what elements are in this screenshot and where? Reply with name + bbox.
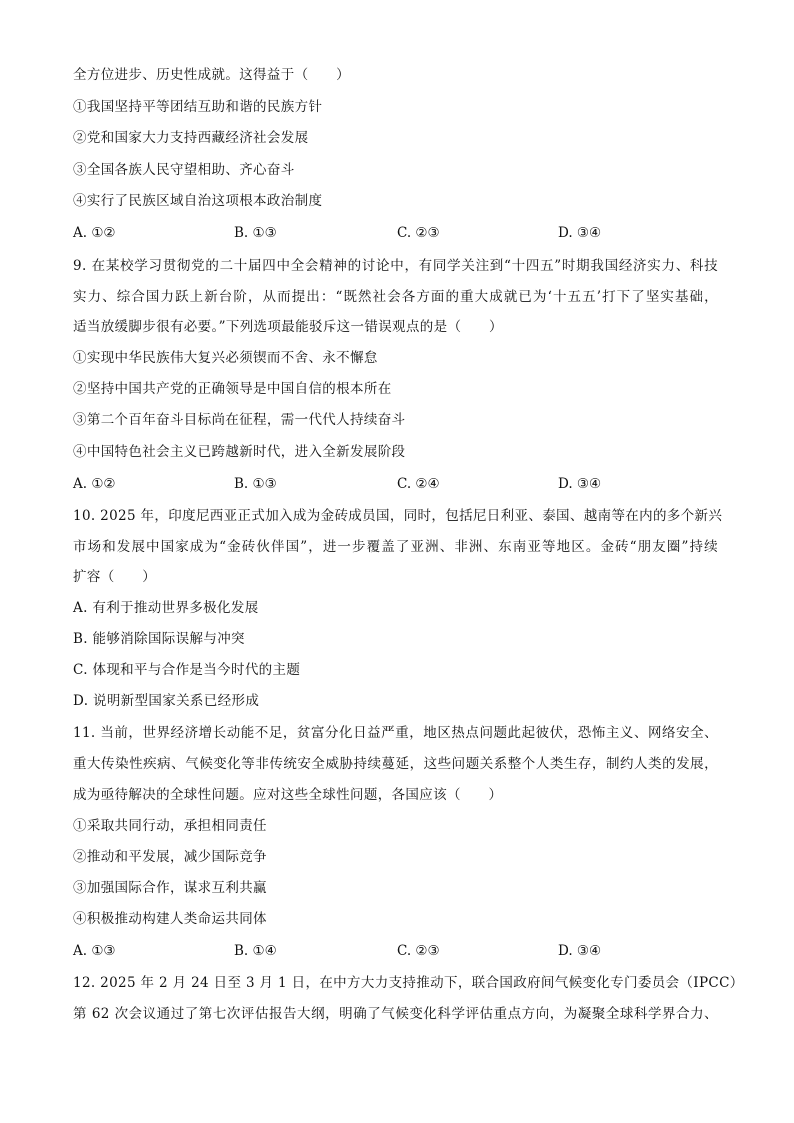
q9-item-4: ④中国特色社会主义已跨越新时代，进入全新发展阶段: [73, 444, 406, 460]
q10-option-a: A. 有利于推动世界多极化发展: [73, 600, 259, 616]
q9-stem-line-2: 实力、综合国力跃上新台阶，从而提出：“既然社会各方面的重大成就已为‘十五五’打下了坚实基础，: [73, 289, 718, 305]
q8-stem-line: 全方位进步、历史性成就。这得益于（ ）: [73, 67, 350, 83]
q9-option-b: B. ①③: [234, 476, 277, 492]
q9-option-a: A. ①②: [73, 476, 116, 492]
q10-option-c: C. 体现和平与合作是当今时代的主题: [73, 662, 301, 678]
q9-stem-line-1: 9. 在某校学习贯彻党的二十届四中全会精神的讨论中，有同学关注到“十四五”时期我国经济实力、科技: [73, 258, 718, 274]
q9-stem-line-3: 适当放缓脚步很有必要。”下列选项最能驳斥这一错误观点的是（ ）: [73, 319, 503, 335]
q10-option-b: B. 能够消除国际误解与冲突: [73, 631, 245, 647]
q8-option-b: B. ①③: [234, 225, 277, 241]
q9-item-2: ②坚持中国共产党的正确领导是中国自信的根本所在: [73, 381, 392, 397]
q9-option-d: D. ③④: [558, 476, 602, 492]
q8-item-4: ④实行了民族区域自治这项根本政治制度: [73, 193, 323, 209]
q10-stem-line-2: 市场和发展中国家成为“金砖伙伴国”，进一步覆盖了亚洲、非洲、东南亚等地区。金砖“朋友圈”持续: [73, 539, 718, 555]
q11-stem-line-2: 重大传染性疾病、气候变化等非传统安全威胁持续蔓延，这些问题关系整个人类生存，制约人类的发展，: [73, 756, 718, 772]
q9-item-3: ③第二个百年奋斗目标尚在征程，需一代代人持续奋斗: [73, 412, 406, 428]
q11-option-d: D. ③④: [558, 943, 602, 959]
q10-stem-line-3: 扩容（ ）: [73, 569, 157, 585]
q11-stem-line-1: 11. 当前，世界经济增长动能不足，贫富分化日益严重，地区热点问题此起彼伏，恐怖主义、网络安全、: [73, 725, 718, 741]
q8-item-2: ②党和国家大力支持西藏经济社会发展: [73, 130, 309, 146]
q10-option-d: D. 说明新型国家关系已经形成: [73, 693, 260, 709]
q8-option-a: A. ①②: [73, 225, 116, 241]
q11-option-b: B. ①④: [234, 943, 277, 959]
q8-option-c: C. ②③: [397, 225, 440, 241]
q11-item-1: ①采取共同行动，承担相同责任: [73, 818, 267, 834]
q9-item-1: ①实现中华民族伟大复兴必须锲而不舍、永不懈怠: [73, 350, 378, 366]
q11-stem-line-3: 成为亟待解决的全球性问题。应对这些全球性问题，各国应该（ ）: [73, 787, 503, 803]
q11-option-c: C. ②③: [397, 943, 440, 959]
q11-item-3: ③加强国际合作，谋求互利共赢: [73, 880, 267, 896]
q12-stem-line-2: 第 62 次会议通过了第七次评估报告大纲，明确了气候变化科学评估重点方向，为凝聚全球科学界合力、: [73, 1006, 718, 1022]
q9-option-c: C. ②④: [397, 476, 440, 492]
q11-item-2: ②推动和平发展，减少国际竞争: [73, 849, 267, 865]
q11-option-a: A. ①③: [73, 943, 116, 959]
q10-stem-line-1: 10. 2025 年，印度尼西亚正式加入成为金砖成员国，同时，包括尼日利亚、泰国、越南等在内的多个新兴: [73, 508, 723, 524]
q11-item-4: ④积极推动构建人类命运共同体: [73, 911, 267, 927]
q8-item-1: ①我国坚持平等团结互助和谐的民族方针: [73, 99, 323, 115]
q8-option-d: D. ③④: [558, 225, 602, 241]
q8-item-3: ③全国各族人民守望相助、齐心奋斗: [73, 162, 295, 178]
q12-stem-line-1: 12. 2025 年 2 月 24 日至 3 月 1 日，在中方大力支持推动下，联合国政府间气候变化专门委员会（IPCC）: [73, 975, 744, 991]
